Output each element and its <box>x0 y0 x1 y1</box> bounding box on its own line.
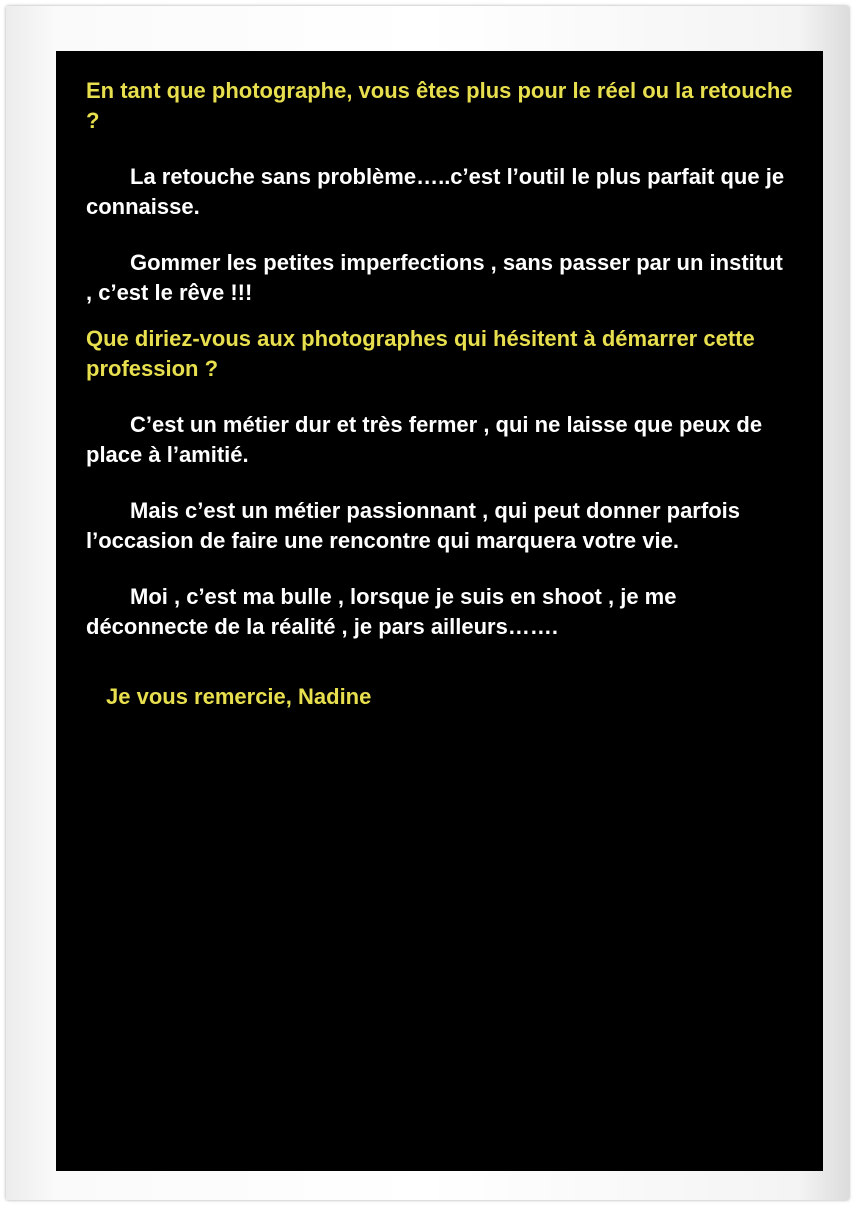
closing-thanks: Je vous remercie, Nadine <box>106 684 372 709</box>
interview-text-panel <box>56 51 823 1171</box>
interview-question-1: En tant que photographe, vous êtes plus pour le réel ou la retouche ? <box>86 78 793 133</box>
interview-answer-5: Moi , c’est ma bulle , lorsque je suis en shoot , je me déconnecte de la réalité , je pars ailleurs……. <box>86 584 677 639</box>
interview-answer-4: Mais c’est un métier passionnant , qui peut donner parfois l’occasion de faire une rencontre qui marquera votre vie. <box>86 498 740 553</box>
interview-answer-1: La retouche sans problème…..c’est l’outil le plus parfait que je connaisse. <box>86 164 785 219</box>
interview-question-2: Que diriez-vous aux photographes qui hésitent à démarrer cette profession ? <box>86 326 755 381</box>
interview-answer-2: Gommer les petites imperfections , sans passer par un institut , c’est le rêve !!! <box>86 250 783 305</box>
magazine-page <box>6 6 849 1200</box>
interview-answer-3: C’est un métier dur et très fermer , qui ne laisse que peux de place à l’amitié. <box>86 412 763 467</box>
